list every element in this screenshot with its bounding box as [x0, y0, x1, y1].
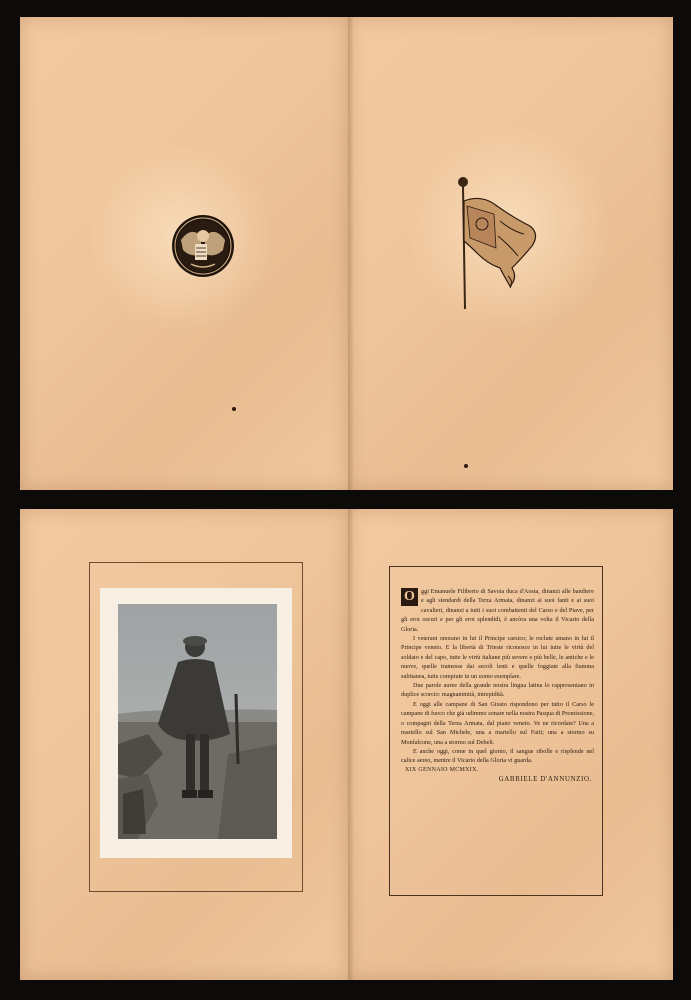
soldier-photograph	[118, 604, 277, 839]
signature: GABRIELE D'ANNUNZIO.	[498, 775, 592, 784]
paragraph-2: I veterani onorano in lui il Principe carsico; le reclute amano in lui il Principe veneto. E la libertà di Trieste riconosce in lui tutte le virtù del soldato e del capo, tutte le virtù italiane più severe e più belle, le antiche e le nuove, quelle tramesse dai secoli lenti e quelle foggiate alla fiamma subitanea, tutte compiute in un uomo esemplare.	[401, 635, 594, 680]
paper-hole	[232, 407, 236, 411]
proclamation-panel	[389, 566, 603, 896]
winged-lion-medallion-icon	[171, 214, 235, 278]
date-line: XIX GENNAIO MCMXIX.	[405, 766, 479, 773]
paragraph-5: E anche oggi, come in quel giorno, il sangue ribolle e risplende nel calice aereo, mentre il Vicario della Gloria vi guarda.	[401, 747, 594, 765]
paragraph-3: Due parole auree della grande nostra lingua latina lo rappresentano in duplice scorcio: magnanimità, intrepidità.	[401, 682, 594, 699]
paragraph-1	[401, 587, 594, 634]
paper-hole	[464, 464, 468, 468]
paragraph-text: ggi Emanuele Filiberto di Savoia duca d'Aosta, dinanzi alle bandiere e agli stendardi della Terza Armata, dinanzi ai suoi fanti e ai suoi cavalieri, dinanzi a tutti i suoi combattenti del Carso e del Piave, per gli eroi oscuri e per gli eroi splendidi, è ancòra una volta il Vicario della Gloria.	[401, 588, 594, 633]
paragraph-4: E oggi alle campane di San Giusto rispondono per tutto il Carso le campane di fuoco che già udimmo sonare nella nostra Pasqua di Promissione, o compagni della Terza Armata, dal piano veneto. Ve ne ricordate? Una a martello sul San Michele, una a martello sul Faiti; una a stormo su Monfalcone, una a stormo sul Debeli.	[401, 700, 594, 746]
heraldic-banner-icon	[452, 176, 542, 311]
dropcap-letter: O	[401, 588, 418, 606]
